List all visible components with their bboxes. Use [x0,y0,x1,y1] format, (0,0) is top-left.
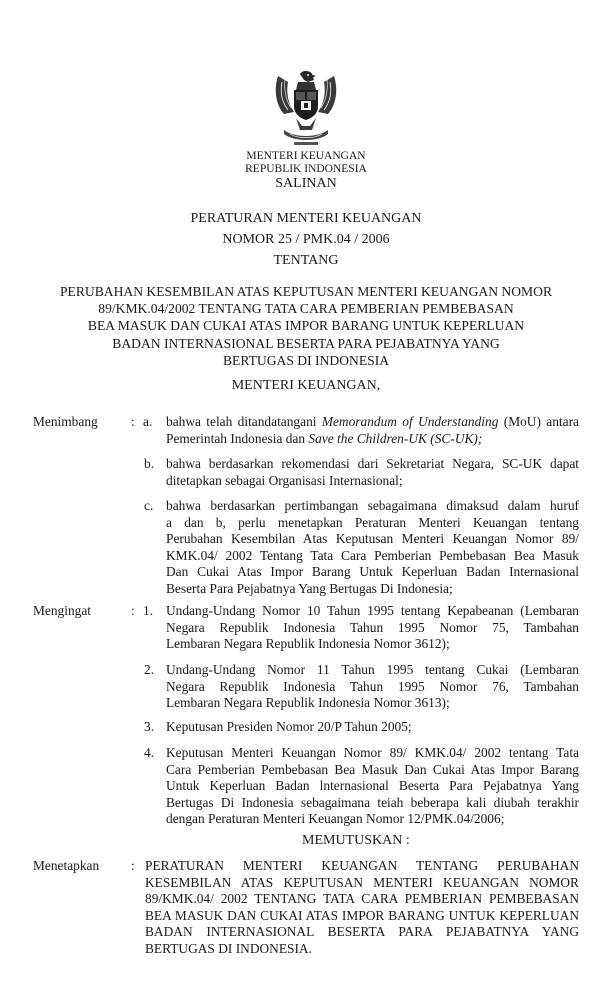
text-line: Bertugas Di Indonesia sebagaimana teiah beberapa kali diubah terakhir [166,794,579,810]
colon: : [131,858,135,873]
colon: : [131,603,135,618]
subject-line: BERTUGAS DI INDONESIA [222,352,390,368]
menimbang-item-c [166,498,579,598]
italic-text: Save the Children-UK (SC-UK); [308,430,483,446]
text-line: Negara Republik Indonesia Tahun 1995 Nomor 75, Tambahan [166,619,579,635]
text: Pemerintah Indonesia dan [166,430,309,446]
subject-line: PERUBAHAN KESEMBILAN ATAS KEPUTUSAN MENTERI KEUANGAN NOMOR [59,284,553,299]
text-line: Negara Republik Indonesia Tahun 1995 Nomor 76, Tambahan [166,678,579,694]
text-line: Undang-Undang Nomor 11 Tahun 1995 tentang Cukai (Lembaran [166,662,579,677]
menetapkan-text [145,858,579,958]
text-line: KMK.04/ 2002 Tentang Tata Cara Pemberian Pembebasan Bea Masuk [166,547,579,563]
section-label-menetapkan: Menetapkan [33,858,100,873]
item-marker: a. [143,414,153,429]
mengingat-item-1 [166,603,579,653]
text-line: Cara Pemberian Pembebasan Bea Masuk Dan Cukai Atas Impor Barang [166,761,579,777]
text-line: Untuk Keperluan Badan lnternasional Beserta Para Pejabatnya Yang [166,778,579,794]
colon: : [131,414,135,429]
item-marker: 3. [144,719,155,734]
menimbang-item-a [166,414,579,447]
section-label-mengingat: Mengingat [33,603,92,618]
mengingat-item-4 [166,745,579,828]
text-line: ditetapkan sebagai Organisasi Internasional; [166,472,403,488]
text-line: Dan Cukai Atas Impor Barang Untuk Keperluan Badan Internasional [166,564,579,580]
item-marker: b. [144,456,155,471]
text-line: KESEMBILAN ATAS KEPUTUSAN MENTERI KEUANGAN NOMOR [145,874,579,890]
header-ministry: MENTERI KEUANGAN [246,150,366,162]
text: (MoU) antara [498,414,579,429]
text-line: Perubahan Kesembilan Atas Keputusan Menteri Keuangan Nomor 89/ [166,531,579,547]
text-line: BERTUGAS DI INDONESIA. [145,940,312,956]
text-line: bahwa berdasarkan pertimbangan sebagaimana dimaksud dalam huruf [166,498,579,513]
text-line: BEA MASUK DAN CUKAI ATAS IMPOR BARANG UNTUK KEPERLUAN [145,907,579,923]
mengingat-item-3 [166,719,579,736]
regulation-number: NOMOR 25 / PMK.04 / 2006 [222,232,390,247]
text-line: BADAN INTERNASIONAL BESERTA PARA PEJABATNYA YANG [145,924,579,940]
mengingat-item-2 [166,662,579,712]
text-line: Keputusan Presiden Nomor 20/P Tahun 2005; [166,719,412,734]
item-marker: 1. [143,603,154,618]
text-line: Beserta Para Pejabatnya Yang Bertugas Di Indonesia; [166,580,453,596]
regulation-subject [50,283,562,369]
text-line: a dan b, perlu menetapkan Peraturan Menteri Keuangan tentang [166,514,579,530]
text-line: dengan Peraturan Menteri Keuangan Nomor 12/PMK.04/2006; [166,811,505,827]
item-marker: c. [144,498,154,513]
subject-line: 89/KMK.04/2002 TENTANG TATA CARA PEMBERIAN PEMBEBASAN [98,301,514,317]
regulation-title: PERATURAN MENTERI KEUANGAN [190,211,422,226]
header-republic: REPUBLIK INDONESIA [245,163,367,175]
text-line: PERATURAN MENTERI KEUANGAN TENTANG PERUBAHAN [145,858,579,873]
text: bahwa telah ditandatangani [166,414,322,429]
text-line: bahwa berdasarkan rekomendasi dari Sekretariat Negara, SC-UK dapat [166,456,579,471]
item-marker: 2. [144,662,155,677]
menimbang-item-b [166,456,579,489]
text-line: Lembaran Negara Republik Indonesia Nomor 3613); [166,695,450,711]
subject-line: BEA MASUK DAN CUKAI ATAS IMPOR BARANG UNTUK KEPERLUAN [87,318,525,334]
text-line: Keputusan Menteri Keuangan Nomor 89/ KMK.04/ 2002 tentang Tata [166,745,579,760]
section-label-menimbang: Menimbang [33,414,98,429]
text-line: Undang-Undang Nomor 10 Tahun 1995 tentang Kepabeanan (Lembaran [166,603,579,618]
text-line: Lembaran Negara Republik Indonesia Nomor 3612); [166,636,450,652]
header-salinan: SALINAN [275,176,337,191]
issuer: MENTERI KEUANGAN, [231,378,381,393]
italic-text: Memorandum of Understanding [321,414,499,429]
regulation-tentang: TENTANG [273,253,339,268]
subject-line: BADAN INTERNASIONAL BESERTA PARA PEJABATNYA YANG [112,335,500,351]
text-line: 89/KMK.04/ 2002 TENTANG TATA CARA PEMBERIAN PEMBEBASAN [145,891,579,907]
garuda-emblem-icon [272,68,340,148]
memutuskan-heading: MEMUTUSKAN : [302,833,410,848]
item-marker: 4. [144,745,155,760]
